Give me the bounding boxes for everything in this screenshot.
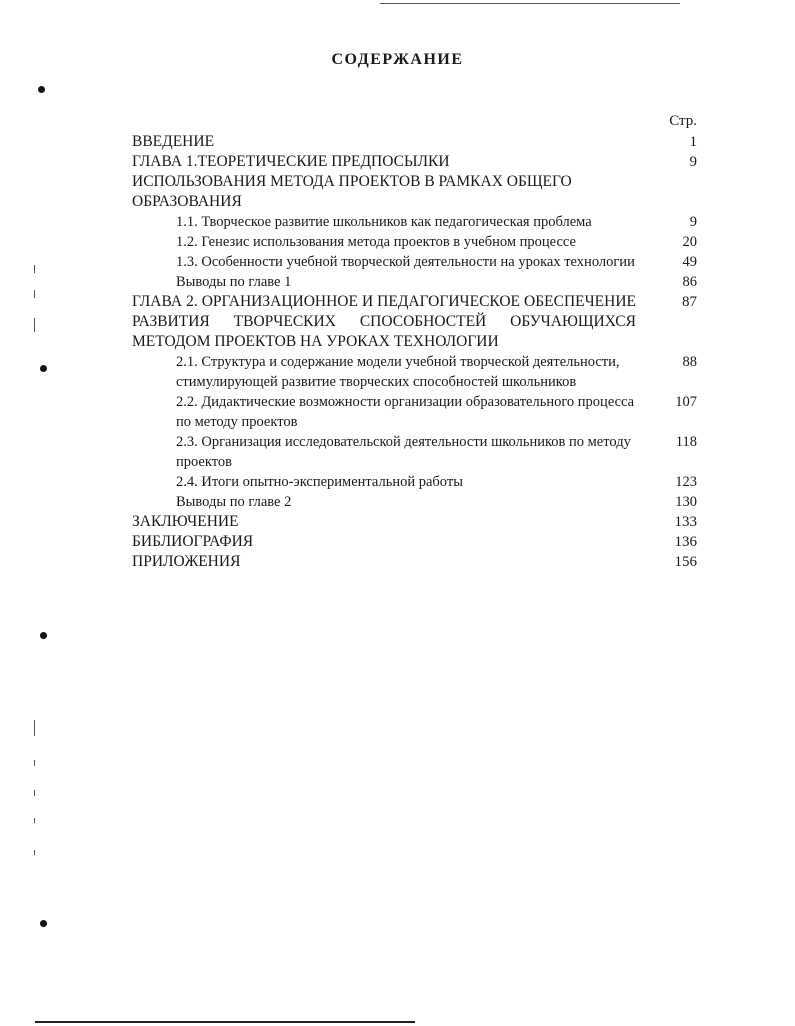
toc-entry-section-2-3 (132, 432, 697, 472)
toc-entry-page: 123 (675, 474, 697, 490)
table-of-contents (132, 132, 697, 572)
toc-entry-page: 156 (674, 554, 697, 570)
toc-entry-page: 133 (674, 514, 697, 530)
toc-entry-section-1-1 (132, 212, 697, 232)
toc-entry-page: 49 (682, 254, 697, 270)
toc-entry-chapter-2 (132, 292, 697, 352)
toc-entry-page: 20 (682, 234, 697, 250)
toc-entry-appendices (132, 552, 697, 572)
toc-entry-section-2-1 (132, 352, 697, 392)
toc-entry-section-2-4 (132, 472, 697, 492)
toc-entry-text: БИБЛИОГРАФИЯ (132, 533, 254, 550)
page-title: СОДЕРЖАНИЕ (331, 51, 464, 68)
scan-hole-dot (40, 365, 47, 372)
toc-entry-page: 9 (689, 154, 697, 170)
scan-edge-mark (34, 290, 35, 298)
scan-hole-dot (40, 920, 47, 927)
scan-artifact-line (380, 3, 680, 4)
toc-entry-section-1-2 (132, 232, 697, 252)
toc-entry-section-2-2 (132, 392, 697, 432)
toc-entry-text: Выводы по главе 1 (176, 274, 292, 290)
toc-entry-page: 107 (675, 394, 697, 410)
toc-entry-page: 88 (682, 354, 697, 370)
toc-entry-text: 2.4. Итоги опытно-экспериментальной работы (176, 474, 463, 490)
toc-entry-page: 87 (682, 294, 697, 310)
toc-entry-text: 2.2. Дидактические возможности организации образовательного процесса по методу проектов (176, 394, 635, 430)
scan-edge-mark (34, 850, 35, 855)
scan-artifact-line (35, 1021, 415, 1023)
toc-entry-text: ПРИЛОЖЕНИЯ (132, 553, 241, 570)
scan-edge-mark (34, 760, 35, 766)
toc-entry-text: 2.1. Структура и содержание модели учебной творческой деятельности, стимулирующей развитие творческих способностей школьников (176, 354, 620, 390)
scan-hole-dot (38, 86, 45, 93)
toc-entry-introduction (132, 132, 697, 152)
toc-entry-section-1-3 (132, 252, 697, 272)
toc-entry-text: 1.3. Особенности учебной творческой деятельности на уроках технологии (176, 254, 635, 270)
toc-entry-text: 1.1. Творческое развитие школьников как педагогическая проблема (176, 214, 592, 230)
toc-entry-page: 136 (674, 534, 697, 550)
scan-edge-mark (34, 790, 35, 796)
scan-edge-mark (34, 318, 35, 332)
scan-edge-mark (34, 720, 35, 736)
toc-entry-text: 1.2. Генезис использования метода проектов в учебном процессе (176, 234, 576, 250)
toc-entry-page: 130 (675, 494, 697, 510)
toc-entry-text: Выводы по главе 2 (176, 494, 292, 510)
toc-entry-page: 86 (682, 274, 697, 290)
toc-entry-text: 2.3. Организация исследовательской деятельности школьников по методу проектов (176, 434, 631, 470)
toc-entry-conclusion (132, 512, 697, 532)
scan-hole-dot (40, 632, 47, 639)
toc-entry-conclusions-1 (132, 272, 697, 292)
toc-entry-page: 118 (675, 434, 697, 450)
toc-entry-text: ЗАКЛЮЧЕНИЕ (132, 513, 239, 530)
scan-edge-mark (34, 818, 35, 823)
toc-entry-text: ВВЕДЕНИЕ (132, 133, 215, 150)
page-column-header: Стр. (669, 113, 697, 129)
toc-entry-chapter-1 (132, 152, 697, 212)
toc-entry-conclusions-2 (132, 492, 697, 512)
toc-entry-page: 1 (689, 134, 697, 150)
toc-entry-page: 9 (689, 214, 697, 230)
toc-entry-text: ГЛАВА 2. ОРГАНИЗАЦИОННОЕ И ПЕДАГОГИЧЕСКОЕ ОБЕСПЕЧЕНИЕ РАЗВИТИЯ ТВОРЧЕСКИХ СПОСОБНОСТЕЙ ОБУЧАЮЩИХСЯ МЕТОДОМ ПРОЕКТОВ НА УРОКАХ ТЕХНОЛОГИИ (132, 293, 636, 350)
toc-entry-bibliography (132, 532, 697, 552)
toc-entry-text: ГЛАВА 1.ТЕОРЕТИЧЕСКИЕ ПРЕДПОСЫЛКИ ИСПОЛЬЗОВАНИЯ МЕТОДА ПРОЕКТОВ В РАМКАХ ОБЩЕГО ОБРАЗОВАНИЯ (132, 153, 572, 210)
scan-edge-mark (34, 265, 35, 273)
